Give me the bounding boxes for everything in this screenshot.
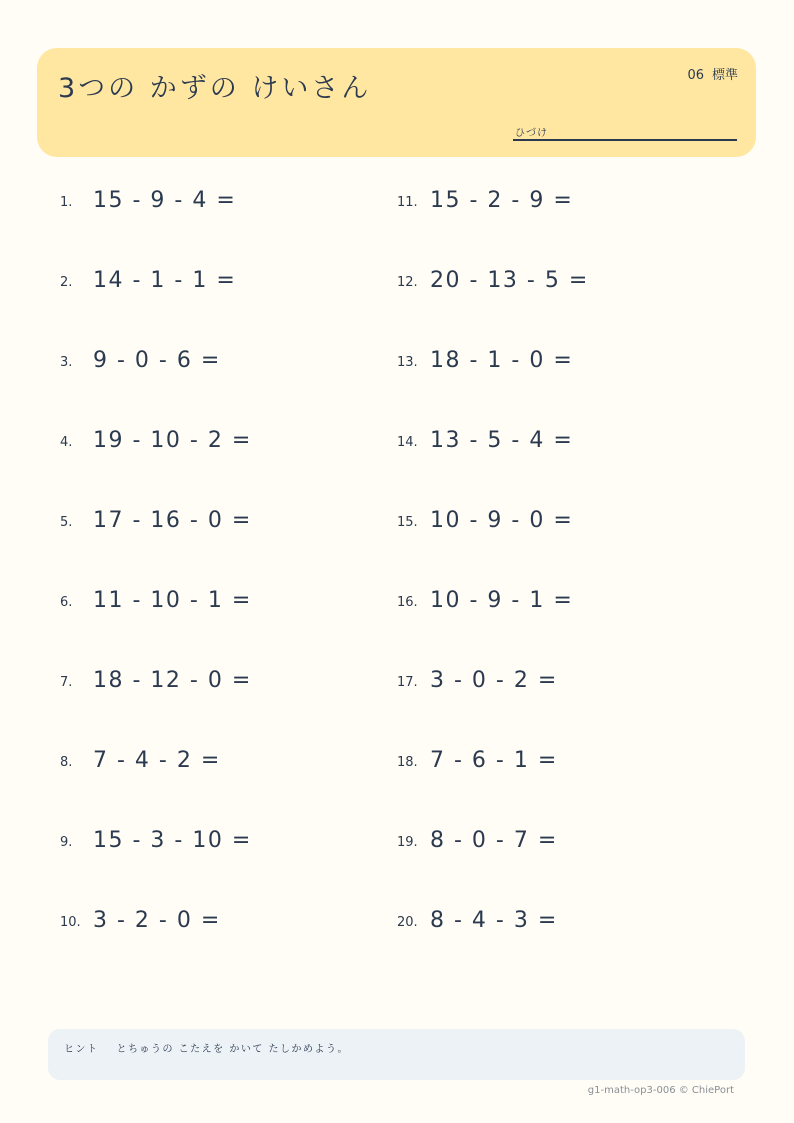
problem-column-left <box>60 160 252 960</box>
problem-expression: 13 - 5 - 4 = <box>430 427 574 453</box>
level-number: 06 <box>687 68 704 83</box>
problem-number: 17. <box>397 674 418 690</box>
problem-expression: 8 - 4 - 3 = <box>430 907 558 933</box>
problem-expression: 7 - 6 - 1 = <box>430 747 558 773</box>
problem-item <box>60 320 252 400</box>
problem-number: 7. <box>60 674 73 690</box>
problem-number: 4. <box>60 434 73 450</box>
problem-expression: 10 - 9 - 0 = <box>430 507 574 533</box>
problem-number: 3. <box>60 354 73 370</box>
problem-number: 19. <box>397 834 418 850</box>
problem-expression: 15 - 2 - 9 = <box>430 187 574 213</box>
problem-item <box>60 560 252 640</box>
problem-number: 15. <box>397 514 418 530</box>
problem-expression: 3 - 0 - 2 = <box>430 667 558 693</box>
problem-number: 8. <box>60 754 73 770</box>
problem-item <box>60 720 252 800</box>
problem-item <box>397 320 589 400</box>
worksheet-title: 3つの かずの けいさん <box>58 73 372 104</box>
date-label: ひづけ <box>515 128 548 139</box>
problem-item <box>397 880 589 960</box>
hint-box <box>48 1029 745 1080</box>
problem-number: 14. <box>397 434 418 450</box>
worksheet-header <box>37 48 756 157</box>
date-write-line <box>513 139 737 141</box>
problem-item <box>60 480 252 560</box>
problem-number: 2. <box>60 274 73 290</box>
problem-expression: 18 - 1 - 0 = <box>430 347 574 373</box>
problem-expression: 9 - 0 - 6 = <box>93 347 221 373</box>
problem-number: 1. <box>60 194 73 210</box>
problem-expression: 7 - 4 - 2 = <box>93 747 221 773</box>
problem-item <box>60 400 252 480</box>
problem-number: 11. <box>397 194 418 210</box>
problem-expression: 14 - 1 - 1 = <box>93 267 237 293</box>
problem-expression: 19 - 10 - 2 = <box>93 427 252 453</box>
problem-item <box>60 240 252 320</box>
problem-column-right <box>397 160 589 960</box>
problem-number: 12. <box>397 274 418 290</box>
problem-expression: 8 - 0 - 7 = <box>430 827 558 853</box>
problem-item <box>60 800 252 880</box>
problem-item <box>60 640 252 720</box>
footer-credit: g1-math-op3-006 © ChiePort <box>587 1085 734 1096</box>
problem-item <box>60 160 252 240</box>
problem-number: 9. <box>60 834 73 850</box>
problem-expression: 15 - 3 - 10 = <box>93 827 252 853</box>
problem-number: 16. <box>397 594 418 610</box>
problem-number: 18. <box>397 754 418 770</box>
problem-item <box>397 800 589 880</box>
problem-item <box>397 560 589 640</box>
problem-number: 10. <box>60 914 81 930</box>
problem-number: 20. <box>397 914 418 930</box>
problem-expression: 20 - 13 - 5 = <box>430 267 589 293</box>
problem-item <box>397 480 589 560</box>
hint-text: とちゅうの こたえを かいて たしかめよう。 <box>116 1044 350 1055</box>
problem-item <box>397 400 589 480</box>
hint-label: ヒント <box>64 1044 99 1055</box>
problem-expression: 18 - 12 - 0 = <box>93 667 252 693</box>
problem-item <box>397 640 589 720</box>
level-label: 標準 <box>711 68 738 83</box>
problem-expression: 11 - 10 - 1 = <box>93 587 252 613</box>
problem-expression: 15 - 9 - 4 = <box>93 187 237 213</box>
level-indicator <box>687 64 738 83</box>
problem-item <box>397 160 589 240</box>
hint-content <box>64 1040 349 1055</box>
problem-number: 6. <box>60 594 73 610</box>
problem-expression: 17 - 16 - 0 = <box>93 507 252 533</box>
problem-expression: 10 - 9 - 1 = <box>430 587 574 613</box>
problem-number: 13. <box>397 354 418 370</box>
problem-expression: 3 - 2 - 0 = <box>93 907 221 933</box>
problem-item <box>397 720 589 800</box>
problem-number: 5. <box>60 514 73 530</box>
problem-item <box>60 880 252 960</box>
problem-item <box>397 240 589 320</box>
